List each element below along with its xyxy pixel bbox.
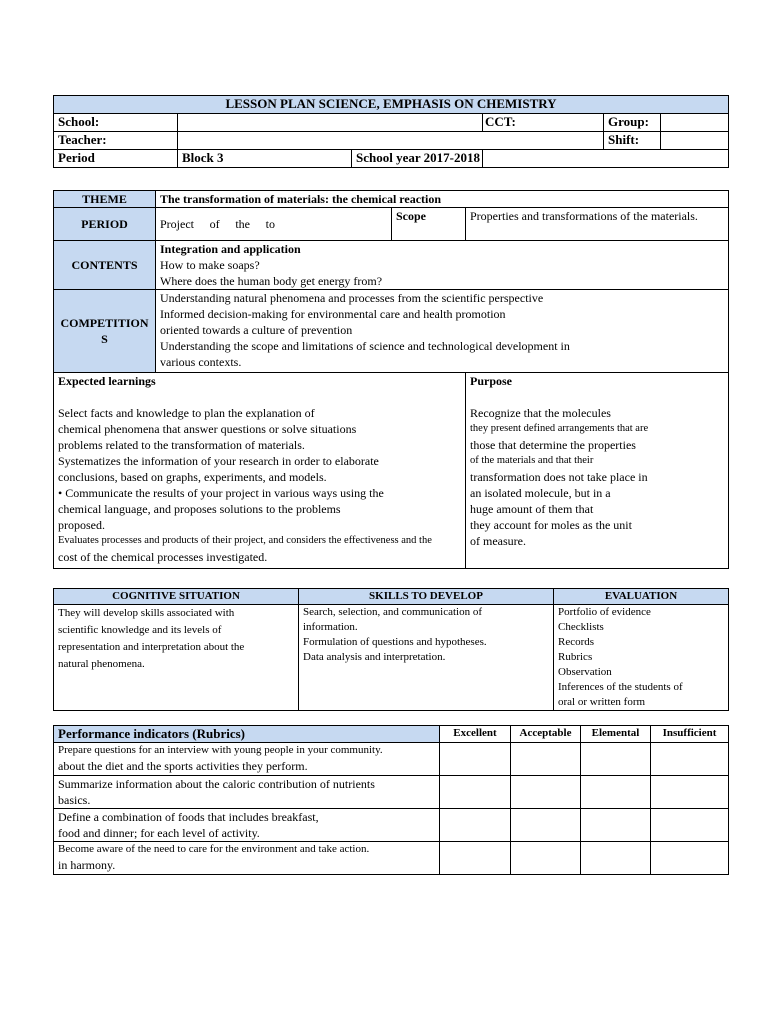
expected-line: conclusions, based on graphs, experiments, and models. [58,470,327,484]
rubric-line: Prepare questions for an interview with young people in your community. [58,744,383,756]
evaluation-line: oral or written form [558,696,646,708]
purpose-label: Purpose [470,374,512,388]
expected-line: chemical phenomena that answer questions or solve situations [58,422,357,436]
shift-field[interactable] [661,132,729,150]
purpose-line: of the materials and that their [470,455,594,466]
rubric-line: Summarize information about the caloric contribution of nutrients [58,777,375,791]
theme-label: THEME [54,191,156,208]
rubric-indicator [54,842,440,875]
rubrics-header: Performance indicators (Rubrics) [54,726,440,743]
contents-label: CONTENTS [54,241,156,290]
rubric-line: basics. [58,793,91,807]
evaluation-line: Checklists [558,621,604,633]
contents-heading: Integration and application [160,242,301,256]
evaluation-line: Records [558,636,595,648]
shift-label: Shift: [604,132,661,150]
period-label: Period [54,150,178,168]
purpose-line: transformation does not take place in [470,470,648,484]
insufficient-header: Insufficient [651,726,729,743]
rubric-elemental-cell[interactable] [581,743,651,776]
rubric-acceptable-cell[interactable] [511,743,581,776]
group-label: Group: [604,114,661,132]
competitions-line: various contexts. [160,355,242,369]
rubric-excellent-cell[interactable] [440,776,511,809]
purpose-cell [466,373,729,569]
purpose-line: huge amount of them that [470,502,594,516]
period-row-label: PERIOD [54,208,156,241]
rubric-acceptable-cell[interactable] [511,776,581,809]
school-field[interactable] [178,114,483,132]
evaluation-line: Portfolio of evidence [558,606,651,618]
skills-line: information. [303,621,358,633]
rubric-line: Define a combination of foods that includes breakfast, [58,810,319,824]
evaluation-line: Observation [558,666,612,678]
period-word: the [235,217,250,231]
teacher-label: Teacher: [54,132,178,150]
header-table [53,95,729,168]
purpose-line: those that determine the properties [470,438,636,452]
contents-line: How to make soaps? [160,258,260,272]
school-year: School year 2017-2018 [352,150,483,168]
expected-line: proposed. [58,518,105,532]
expected-learnings-label: Expected learnings [58,374,156,388]
scope-label: Scope [392,208,466,241]
teacher-field[interactable] [178,132,604,150]
rubric-insufficient-cell[interactable] [651,776,729,809]
rubric-acceptable-cell[interactable] [511,809,581,842]
expected-line: problems related to the transformation of materials. [58,438,305,452]
cct-label: CCT: [483,114,604,132]
evaluation-line: Inferences of the students of [558,681,683,693]
rubric-acceptable-cell[interactable] [511,842,581,875]
rubric-line: in harmony. [58,858,116,872]
rubric-insufficient-cell[interactable] [651,809,729,842]
skills-cell [299,605,554,711]
rubric-excellent-cell[interactable] [440,809,511,842]
elemental-header: Elemental [581,726,651,743]
cognitive-line: representation and interpretation about the [58,641,245,653]
contents-cell [156,241,729,290]
school-label: School: [54,114,178,132]
rubric-line: Become aware of the need to care for the environment and take action. [58,843,370,855]
plan-table [53,190,729,569]
purpose-line: they account for moles as the unit [470,518,632,532]
purpose-line: of measure. [470,534,526,548]
competitions-line: Informed decision-making for environmental care and health promotion [160,307,506,321]
evaluation-header: EVALUATION [554,589,729,605]
period-row-value [156,208,392,241]
rubric-indicator [54,776,440,809]
cognitive-line: scientific knowledge and its levels of [58,624,222,636]
rubric-elemental-cell[interactable] [581,842,651,875]
rubric-indicator [54,743,440,776]
cognitive-situation-cell [54,605,299,711]
skills-to-develop-header: SKILLS TO DEVELOP [299,589,554,605]
rubric-indicator [54,809,440,842]
skills-line: Data analysis and interpretation. [303,651,446,663]
competitions-line: oriented towards a culture of prevention [160,323,353,337]
competitions-line: Understanding the scope and limitations of science and technological development in [160,339,570,353]
acceptable-header: Acceptable [511,726,581,743]
scope-value: Properties and transformations of the materials. [466,208,729,241]
rubric-excellent-cell[interactable] [440,842,511,875]
evaluation-cell [554,605,729,711]
period-word: Project [160,217,194,231]
rubric-excellent-cell[interactable] [440,743,511,776]
expected-line: cost of the chemical processes investigated. [58,550,268,564]
excellent-header: Excellent [440,726,511,743]
rubric-insufficient-cell[interactable] [651,842,729,875]
skills-line: Formulation of questions and hypotheses. [303,636,487,648]
expected-line: Evaluates processes and products of their project, and considers the effectiveness and the [58,535,432,546]
period-value: Block 3 [178,150,352,168]
cognitive-line: natural phenomena. [58,658,145,670]
competitions-label: COMPETITIONS [54,290,156,373]
rubric-insufficient-cell[interactable] [651,743,729,776]
cognitive-line: They will develop skills associated with [58,607,235,619]
cognitive-situation-header: COGNITIVE SITUATION [54,589,299,605]
contents-line: Where does the human body get energy from? [160,274,383,288]
expected-line: Select facts and knowledge to plan the explanation of [58,406,315,420]
document-title: LESSON PLAN SCIENCE, EMPHASIS ON CHEMISTRY [54,96,729,114]
rubric-line: food and dinner; for each level of activity. [58,826,260,840]
skills-line: Search, selection, and communication of [303,606,482,618]
skills-table [53,588,729,711]
group-field[interactable] [661,114,729,132]
expected-line: chemical language, and proposes solutions to the problems [58,502,341,516]
school-year-field[interactable] [483,150,729,168]
period-word: of [209,217,220,231]
expected-line: • Communicate the results of your project in various ways using the [58,486,384,500]
evaluation-line: Rubrics [558,651,593,663]
rubric-line: about the diet and the sports activities they perform. [58,759,308,773]
competitions-line: Understanding natural phenomena and processes from the scientific perspective [160,291,544,305]
competitions-cell [156,290,729,373]
purpose-line: they present defined arrangements that are [470,423,649,434]
theme-value: The transformation of materials: the chemical reaction [156,191,729,208]
rubric-elemental-cell[interactable] [581,776,651,809]
expected-line: Systematizes the information of your research in order to elaborate [58,454,379,468]
purpose-line: Recognize that the molecules [470,406,611,420]
purpose-line: an isolated molecule, but in a [470,486,611,500]
rubrics-table [53,725,729,875]
rubric-elemental-cell[interactable] [581,809,651,842]
period-word: to [265,217,275,231]
expected-learnings-cell [54,373,466,569]
